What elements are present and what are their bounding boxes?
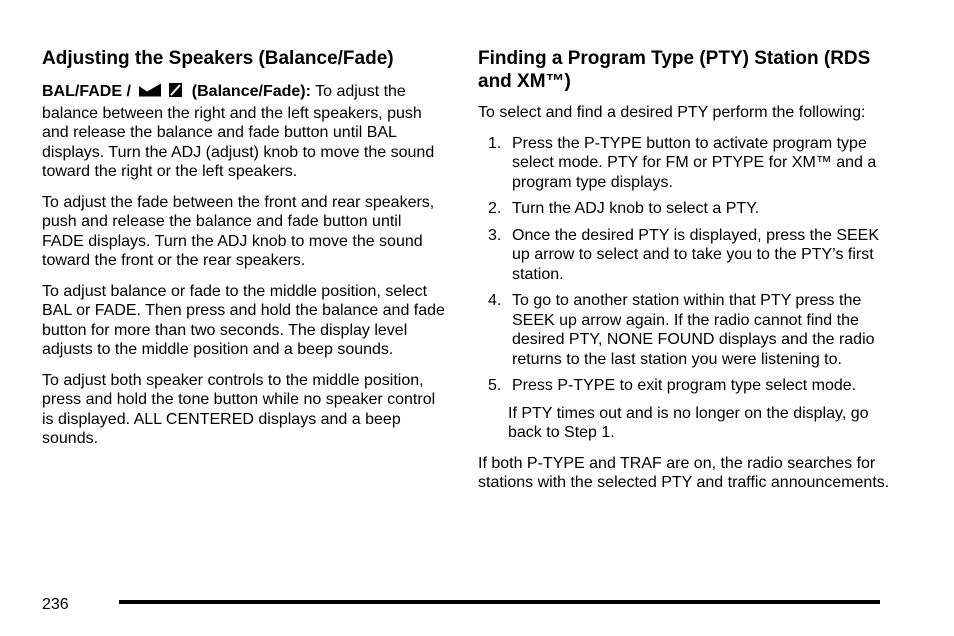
timeout-note: If PTY times out and is no longer on the display, go back to Step 1. [508,404,869,441]
balance-intro-text: To adjust the balance between the right and the left speakers, push and release the balance and fade button until BAL displays. Turn the ADJ (adjust) knob to move the sound toward the right or the left speakers. [42,83,435,180]
list-item [488,199,898,219]
section-heading-speakers: Adjusting the Speakers (Balance/Fade) [42,48,394,69]
list-item [488,134,898,193]
left-column [42,47,447,460]
step-number: 3. [488,226,502,244]
step-text: Turn the ADJ knob to select a PTY. [512,200,760,217]
step-text: Once the desired PTY is displayed, press the SEEK up arrow to select and to take you to the PTY’s first station. [512,226,880,283]
middle-position-paragraph: To adjust balance or fade to the middle position, select BAL or FADE. Then press and hold the balance and fade button for more than two seconds. The display level adjusts to the middle position and a beep sounds. [42,282,445,358]
balance-intro-paragraph [42,82,447,182]
list-item [488,376,898,396]
center-all-paragraph: To adjust both speaker controls to the middle position, press and hold the tone button while no speaker control is displayed. ALL CENTERED displays and a beep sounds. [42,371,436,447]
pty-steps-list [478,134,898,396]
fade-paragraph: To adjust the fade between the front and rear speakers, push and release the balance and fade button until FADE displays. Turn the ADJ knob to move the sound toward the front or the rear speakers. [42,193,435,269]
step-number: 5. [488,377,502,394]
footer-rule [119,600,880,604]
step-text: Press P-TYPE to exit program type select mode. [512,377,857,394]
speaker-balance-fade-icon [137,82,185,104]
step-number: 1. [488,134,502,152]
step-text: Press the P-TYPE button to activate program type select mode. PTY for FM or PTYPE for XM™ and a program type displays. [512,134,877,191]
section-heading-pty: Finding a Program Type (PTY) Station (RDS and XM™) [478,48,871,92]
pty-intro-paragraph: To select and find a desired PTY perform the following: [478,104,866,121]
list-item [488,291,898,369]
step-text: To go to another station within that PTY press the SEEK up arrow again. If the radio cannot find the desired PTY, NONE FOUND displays and the radio returns to the last station you were listening to. [512,292,875,368]
list-item [488,226,898,285]
traf-paragraph: If both P-TYPE and TRAF are on, the radio searches for stations with the selected PTY and traffic announcements. [478,454,890,491]
step-number: 2. [488,200,502,217]
term-balance-fade: (Balance/Fade): [191,83,311,100]
step-number: 4. [488,292,502,309]
right-column [478,47,898,504]
page-number: 236 [42,596,69,613]
term-bal-fade: BAL/FADE / [42,83,131,100]
